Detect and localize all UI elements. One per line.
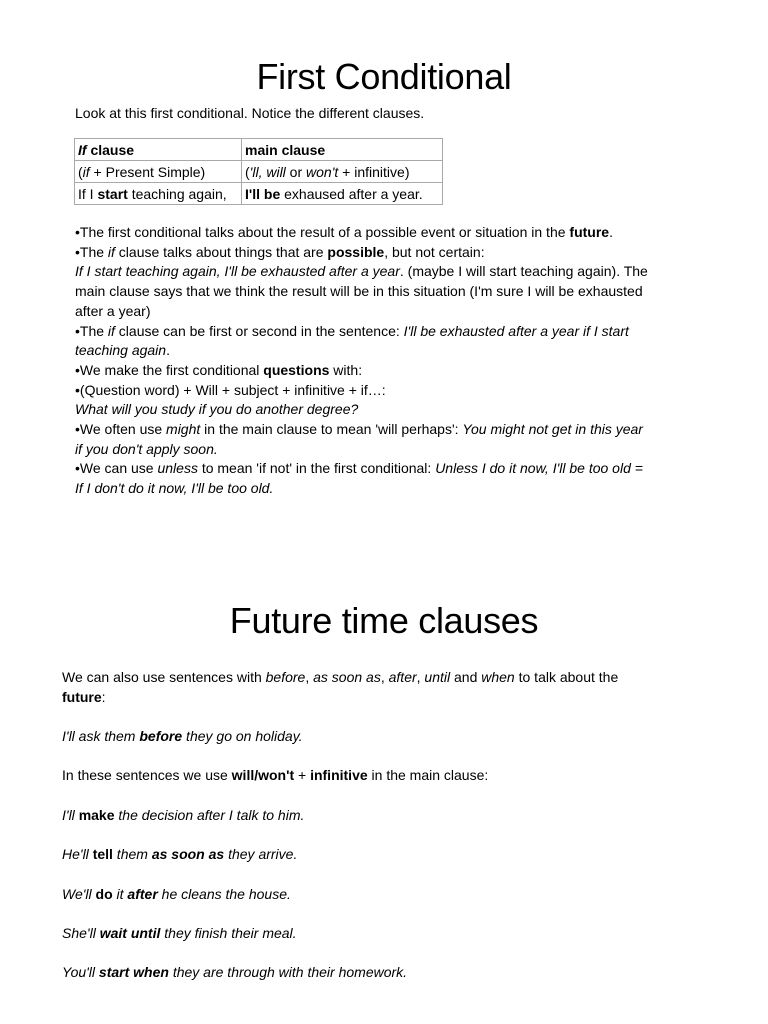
- table-cell: I'll be exhaused after a year.: [242, 183, 443, 205]
- example-sentence: We'll do it after he cleans the house.: [62, 885, 291, 902]
- section-title-future-time-clauses: Future time clauses: [229, 600, 539, 641]
- example-sentence: You'll start when they are through with their homework.: [62, 964, 408, 981]
- table-cell: If I start teaching again,: [75, 183, 242, 205]
- table-header-main-clause: main clause: [242, 139, 443, 161]
- example-text: teaching again.: [75, 342, 170, 359]
- bullet-item: •The first conditional talks about the result of a possible event or situation in the future.: [75, 224, 613, 240]
- body-text: In these sentences we use will/won't + infinitive in the main clause:: [62, 767, 489, 784]
- bullet-item: •We make the first conditional questions with:: [75, 361, 363, 378]
- section-title-first-conditional: First Conditional: [256, 56, 512, 97]
- table-header-row: [75, 139, 443, 161]
- bullet-item: •The if clause can be first or second in the sentence: I'll be exhausted after a year if I start: [75, 322, 629, 339]
- table-cell: (if + Present Simple): [75, 161, 242, 183]
- table-row: [75, 183, 443, 205]
- example-sentence: I'll make the decision after I talk to him.: [62, 806, 305, 823]
- table-cell: ('ll, will or won't + infinitive): [242, 161, 443, 183]
- example-text: What will you study if you do another degree?: [75, 401, 359, 418]
- example-sentence: She'll wait until they finish their meal.: [62, 925, 297, 942]
- bullet-item: •(Question word) + Will + subject + infinitive + if…:: [75, 381, 386, 398]
- table-header-if-clause: If clause: [75, 139, 242, 161]
- bullet-item: •The if clause talks about things that are possible, but not certain:: [75, 243, 485, 260]
- first-conditional-notes: [75, 223, 705, 499]
- example-sentence: He'll tell them as soon as they arrive.: [62, 846, 298, 863]
- bullet-item: •We can use unless to mean 'if not' in the first conditional: Unless I do it now, I'll be too old =: [75, 460, 643, 477]
- example-text: If I start teaching again, I'll be exhausted after a year. (maybe I will start teaching again). The: [75, 263, 648, 280]
- body-text: We can also use sentences with before, as soon as, after, until and when to talk about the future:: [62, 669, 619, 705]
- example-sentence: I'll ask them before they go on holiday.: [62, 728, 303, 745]
- body-text: main clause says that we think the result will be in this situation (I'm sure I will be exhausted: [75, 283, 643, 300]
- future-time-clauses-notes: [62, 668, 722, 1003]
- body-text: after a year): [75, 302, 151, 319]
- table-row: [75, 161, 443, 183]
- intro-text: Look at this first conditional. Notice the different clauses.: [75, 105, 425, 121]
- example-text: If I don't do it now, I'll be too old.: [75, 480, 274, 497]
- example-text: if you don't apply soon.: [75, 440, 218, 457]
- clauses-table: [74, 138, 443, 205]
- bullet-item: •We often use might in the main clause to mean 'will perhaps': You might not get in this year: [75, 421, 643, 438]
